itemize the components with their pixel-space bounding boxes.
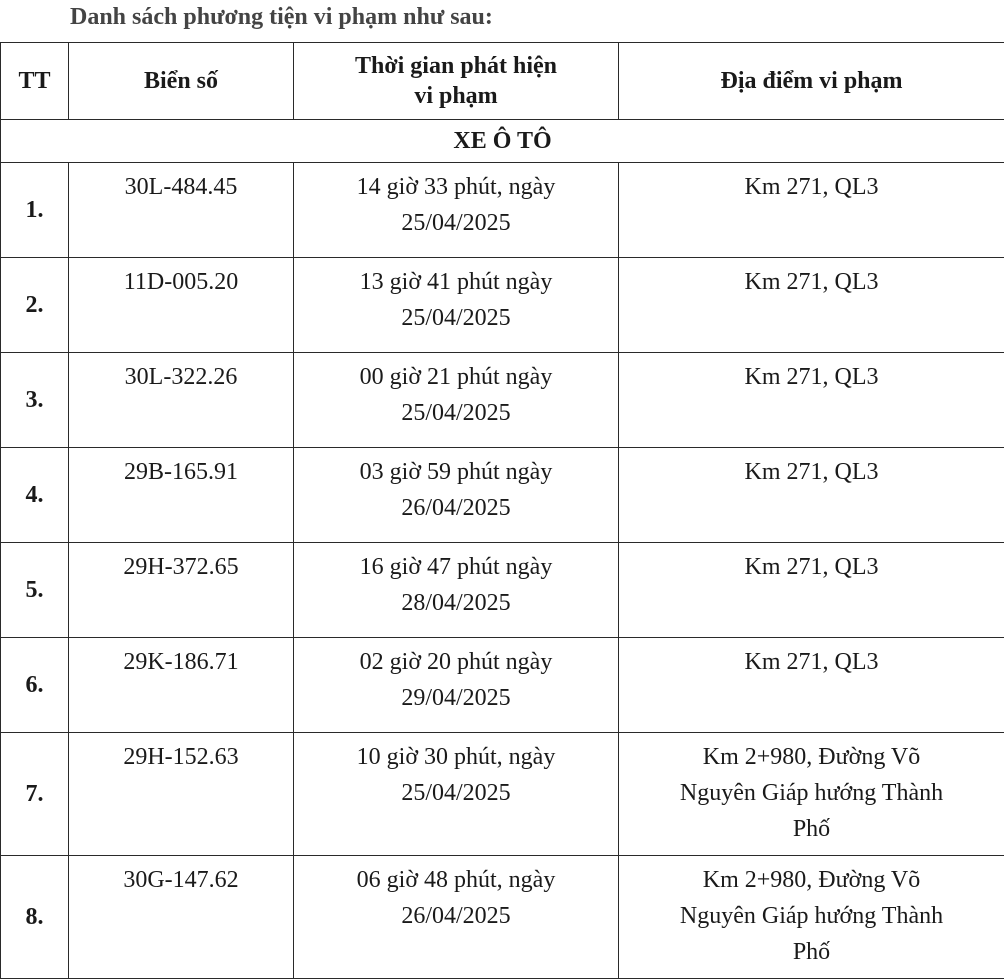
- table-row: [1, 733, 1004, 856]
- row-location: [619, 448, 1004, 543]
- row-plate: 30L-322.26: [69, 353, 294, 448]
- table-header-row: [1, 43, 1004, 120]
- row-time-line1: 10 giờ 30 phút, ngày: [294, 739, 618, 775]
- row-location: [619, 163, 1004, 258]
- header-time-line2: vi phạm: [294, 81, 618, 111]
- row-location-line1: Km 271, QL3: [619, 169, 1004, 205]
- row-location-line1: Km 2+980, Đường Võ: [619, 739, 1004, 775]
- list-intro-text: Danh sách phương tiện vi phạm như sau:: [70, 4, 493, 31]
- row-tt: 3.: [1, 353, 69, 448]
- row-time-line1: 14 giờ 33 phút, ngày: [294, 169, 618, 205]
- row-location-line1: Km 271, QL3: [619, 454, 1004, 490]
- row-time-line1: 13 giờ 41 phút ngày: [294, 264, 618, 300]
- row-plate: 11D-005.20: [69, 258, 294, 353]
- row-plate: 30G-147.62: [69, 856, 294, 979]
- row-plate: 29H-372.65: [69, 543, 294, 638]
- row-time: [294, 733, 619, 856]
- row-tt: 8.: [1, 856, 69, 979]
- row-time-line1: 00 giờ 21 phút ngày: [294, 359, 618, 395]
- row-time-line2: 25/04/2025: [294, 395, 618, 431]
- row-time-line2: 25/04/2025: [294, 300, 618, 336]
- row-location-line2: Nguyên Giáp hướng Thành: [619, 775, 1004, 811]
- row-time-line2: 28/04/2025: [294, 585, 618, 621]
- row-plate: 29B-165.91: [69, 448, 294, 543]
- table-row: [1, 543, 1004, 638]
- row-location-line3: Phố: [619, 934, 1004, 970]
- row-location-line2: Nguyên Giáp hướng Thành: [619, 898, 1004, 934]
- row-time-line1: 03 giờ 59 phút ngày: [294, 454, 618, 490]
- table-row: [1, 856, 1004, 979]
- row-location-line1: Km 2+980, Đường Võ: [619, 862, 1004, 898]
- row-location-line1: Km 271, QL3: [619, 549, 1004, 585]
- header-time: [294, 43, 619, 120]
- table-row: [1, 448, 1004, 543]
- header-tt: TT: [1, 43, 69, 120]
- row-time: [294, 353, 619, 448]
- row-tt: 1.: [1, 163, 69, 258]
- row-time: [294, 163, 619, 258]
- group-row: [1, 120, 1004, 163]
- row-time-line2: 26/04/2025: [294, 490, 618, 526]
- row-time: [294, 258, 619, 353]
- row-tt: 5.: [1, 543, 69, 638]
- row-time-line2: 29/04/2025: [294, 680, 618, 716]
- row-location-line1: Km 271, QL3: [619, 264, 1004, 300]
- header-plate: Biển số: [69, 43, 294, 120]
- row-location: [619, 258, 1004, 353]
- row-plate: 30L-484.45: [69, 163, 294, 258]
- row-location-line1: Km 271, QL3: [619, 644, 1004, 680]
- row-plate: 29H-152.63: [69, 733, 294, 856]
- row-tt: 4.: [1, 448, 69, 543]
- row-plate: 29K-186.71: [69, 638, 294, 733]
- row-location: [619, 856, 1004, 979]
- group-label: XE Ô TÔ: [1, 120, 1004, 163]
- row-location-line1: Km 271, QL3: [619, 359, 1004, 395]
- row-time-line2: 26/04/2025: [294, 898, 618, 934]
- row-time-line1: 02 giờ 20 phút ngày: [294, 644, 618, 680]
- table-row: [1, 353, 1004, 448]
- table-row: [1, 163, 1004, 258]
- violations-table: [0, 42, 1004, 979]
- row-time-line2: 25/04/2025: [294, 775, 618, 811]
- header-time-line1: Thời gian phát hiện: [294, 51, 618, 81]
- row-location: [619, 353, 1004, 448]
- row-location-line3: Phố: [619, 811, 1004, 847]
- row-tt: 6.: [1, 638, 69, 733]
- row-tt: 7.: [1, 733, 69, 856]
- row-time-line1: 06 giờ 48 phút, ngày: [294, 862, 618, 898]
- row-time: [294, 856, 619, 979]
- row-time: [294, 448, 619, 543]
- row-time-line2: 25/04/2025: [294, 205, 618, 241]
- row-location: [619, 543, 1004, 638]
- table-row: [1, 638, 1004, 733]
- row-tt: 2.: [1, 258, 69, 353]
- table-row: [1, 258, 1004, 353]
- row-time-line1: 16 giờ 47 phút ngày: [294, 549, 618, 585]
- header-location: Địa điểm vi phạm: [619, 43, 1004, 120]
- row-location: [619, 733, 1004, 856]
- row-location: [619, 638, 1004, 733]
- row-time: [294, 638, 619, 733]
- row-time: [294, 543, 619, 638]
